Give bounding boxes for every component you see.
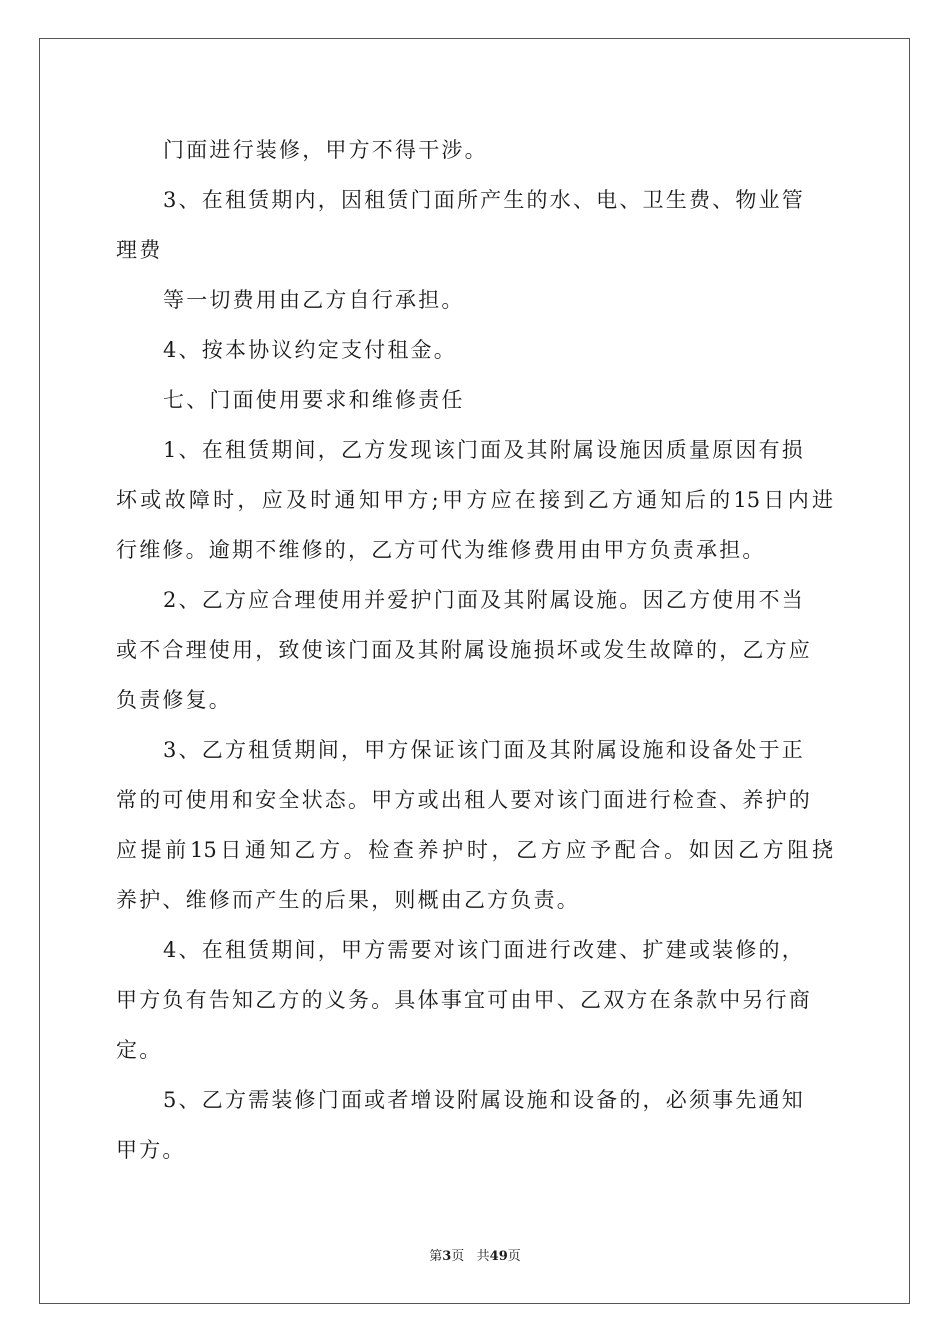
text-line: 5、乙方需装修门面或者增设附属设施和设备的，必须事先通知	[163, 1088, 805, 1112]
text-line: 1、在租赁期间，乙方发现该门面及其附属设施因质量原因有损	[163, 438, 805, 462]
text-line: 3、在租赁期内，因租赁门面所产生的水、电、卫生费、物业管	[163, 188, 805, 212]
text-line: 坏或故障时，应及时通知甲方;甲方应在接到乙方通知后的15日内进	[116, 488, 833, 512]
text-line: 行维修。逾期不维修的，乙方可代为维修费用由甲方负责承担。	[116, 538, 766, 562]
text-line: 4、按本协议约定支付租金。	[163, 338, 457, 362]
text-line: 2、乙方应合理使用并爱护门面及其附属设施。因乙方使用不当	[163, 588, 805, 612]
text-line: 3、乙方租赁期间，甲方保证该门面及其附属设施和设备处于正	[163, 738, 805, 762]
text-line: 养护、维修而产生的后果，则概由乙方负责。	[116, 888, 580, 912]
text-line: 负责修复。	[116, 688, 232, 712]
text-line: 4、在租赁期间，甲方需要对该门面进行改建、扩建或装修的，	[163, 938, 805, 962]
text-line: 甲方负有告知乙方的义务。具体事宜可由甲、乙双方在条款中另行商	[116, 988, 812, 1012]
text-line: 或不合理使用，致使该门面及其附属设施损坏或发生故障的，乙方应	[116, 638, 812, 662]
current-page-number: 3	[442, 1249, 452, 1264]
footer-suffix: 页	[507, 1249, 521, 1264]
text-line: 常的可使用和安全状态。甲方或出租人要对该门面进行检查、养护的	[116, 788, 812, 812]
text-line: 等一切费用由乙方自行承担。	[163, 288, 465, 312]
section-heading: 七、门面使用要求和维修责任	[163, 388, 465, 412]
text-line: 甲方。	[116, 1138, 186, 1162]
text-line: 应提前15日通知乙方。检查养护时，乙方应予配合。如因乙方阻挠	[116, 838, 833, 862]
total-page-count: 49	[489, 1249, 508, 1264]
page-footer	[0, 1248, 950, 1266]
text-line: 定。	[116, 1038, 163, 1062]
text-line: 理费	[116, 238, 163, 262]
text-line: 门面进行装修，甲方不得干涉。	[163, 138, 488, 162]
footer-mid: 页 共	[451, 1249, 490, 1264]
footer-prefix: 第	[429, 1249, 443, 1264]
